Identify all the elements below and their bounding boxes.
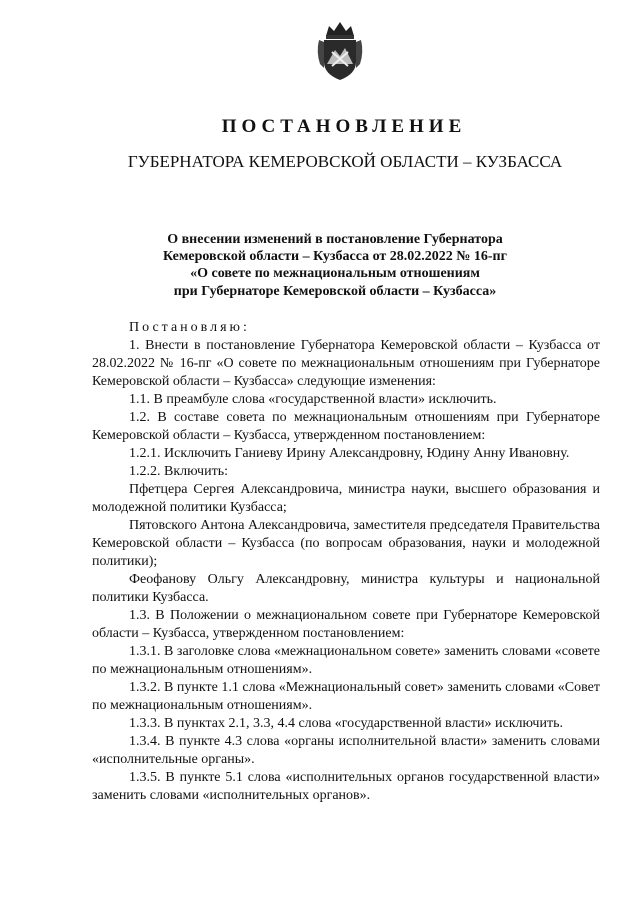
paragraph: 1.3.3. В пунктах 2.1, 3.3, 4.4 слова «государственной власти» исключить. [129,716,563,731]
kuzbass-coat-of-arms-icon [316,18,364,82]
paragraph: 1.2. В составе совета по межнациональным отношениям при Губернаторе Кемеровской области – Кузбасса, утвержденном постановлением: [92,410,600,443]
document-title: ПОСТАНОВЛЕНИЕ [221,116,467,137]
paragraph: 1.3.4. В пункте 4.3 слова «органы исполнительной власти» заменить словами «исполнительные органы». [92,734,600,767]
paragraph: Феофанову Ольгу Александровну, министра культуры и национальной политики Кузбасса. [92,572,600,605]
paragraph: Пфетцера Сергея Александровича, министра науки, высшего образования и молодежной политики Кузбасса; [92,482,600,515]
paragraph: 1.1. В преамбуле слова «государственной власти» исключить. [129,392,497,407]
heading-line: «О совете по межнациональным отношениям [190,266,480,282]
resolve-word: Постановляю: [129,320,250,335]
heading-line: Кемеровской области – Кузбасса от 28.02.2022 № 16-пг [163,249,507,265]
paragraph: 1.3.5. В пункте 5.1 слова «исполнительных органов государственной власти» заменить словами «исполнительных органов». [92,770,600,803]
paragraph: 1. Внести в постановление Губернатора Кемеровской области – Кузбасса от 28.02.2022 № 16-пг «О совете по межнациональным отношениям при Губернаторе Кемеровской области – Кузбасса» следующие изменения: [92,338,600,389]
document-heading [140,231,530,300]
paragraph: 1.2.1. Исключить Ганиеву Ирину Александровну, Юдину Анну Ивановну. [129,446,570,461]
document-body [92,319,600,805]
heading-line: при Губернаторе Кемеровской области – Кузбасса» [173,283,497,299]
heading-line: О внесении изменений в постановление Губернатора [167,232,503,247]
paragraph: Пятовского Антона Александровича, заместителя председателя Правительства Кемеровской области – Кузбасса (по вопросам образования, науки и молодежной политики); [92,518,600,569]
paragraph: 1.3.2. В пункте 1.1 слова «Межнациональный совет» заменить словами «Совет по межнациональным отношениям». [92,680,600,713]
document-subtitle: ГУБЕРНАТОРА КЕМЕРОВСКОЙ ОБЛАСТИ – КУЗБАССА [127,152,563,171]
paragraph: 1.3.1. В заголовке слова «межнациональном совете» заменить словами «совете по межнациональным отношениям». [92,644,600,677]
paragraph: 1.2.2. Включить: [129,464,228,479]
paragraph: 1.3. В Положении о межнациональном совете при Губернаторе Кемеровской области – Кузбасса, утвержденном постановлением: [92,608,600,641]
